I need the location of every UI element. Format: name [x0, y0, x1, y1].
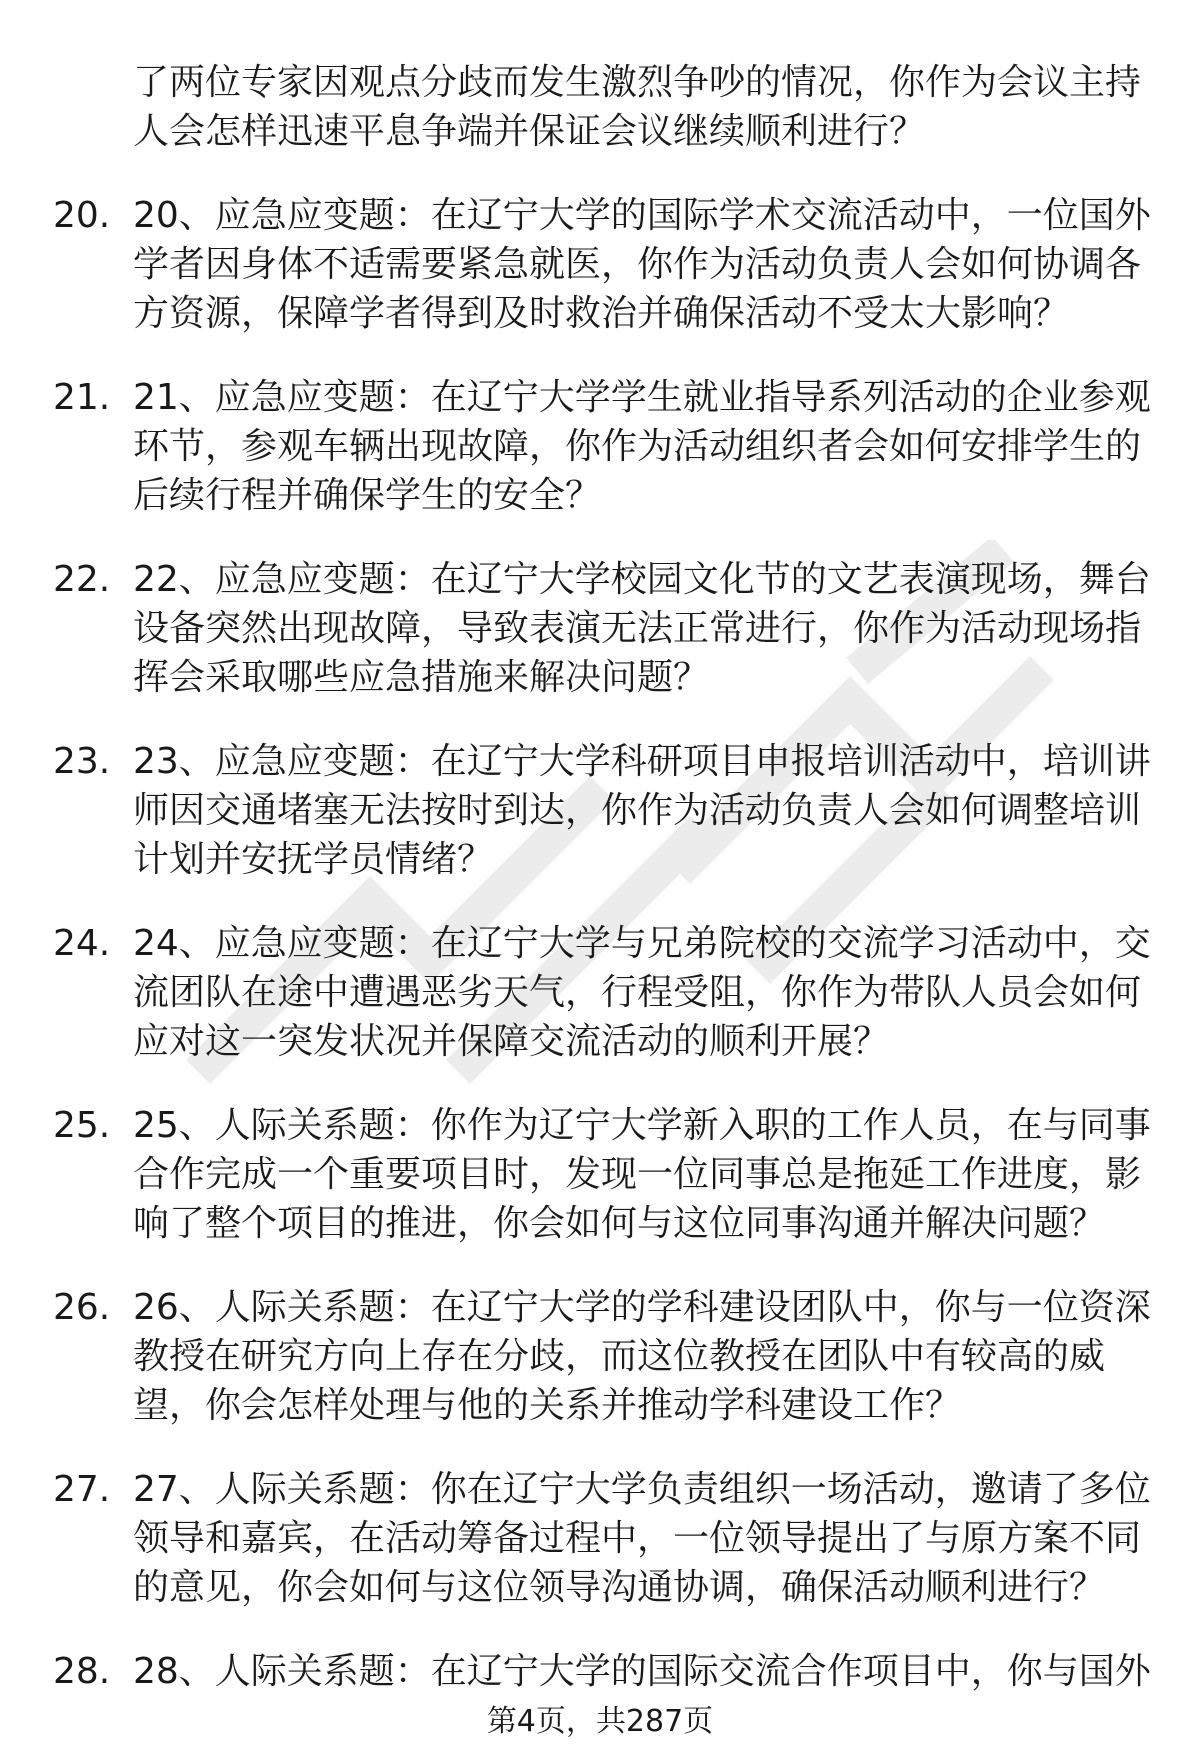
list-item: [53, 373, 1163, 520]
list-item-number: 24.: [53, 923, 111, 964]
list-item-text: 25、人际关系题：你作为辽宁大学新入职的工作人员，在与同事合作完成一个重要项目时，发现一位同事总是拖延工作进度，影响了整个项目的推进，你会如何与这位同事沟通并解决问题？: [133, 1105, 1151, 1244]
list-item-text: 21、应急应变题：在辽宁大学学生就业指导系列活动的企业参观环节，参观车辆出现故障，你作为活动组织者会如何安排学生的后续行程并确保学生的安全？: [133, 377, 1151, 516]
list-item-number: 20.: [53, 195, 111, 236]
list-item-number: 23.: [53, 741, 111, 782]
list-item: [53, 1647, 1163, 1696]
list-item-number: 28.: [53, 1651, 111, 1692]
list-item-number: 27.: [53, 1469, 111, 1510]
list-item-text: 23、应急应变题：在辽宁大学科研项目申报培训活动中，培训讲师因交通堵塞无法按时到达，你作为活动负责人会如何调整培训计划并安抚学员情绪？: [133, 741, 1151, 880]
continued-question-text: 了两位专家因观点分歧而发生激烈争吵的情况，你作为会议主持人会怎样迅速平息争端并保证会议继续顺利进行？: [133, 62, 1142, 152]
list-item-text: 28、人际关系题：在辽宁大学的国际交流合作项目中，你与国外: [133, 1651, 1151, 1692]
list-item-text: 20、应急应变题：在辽宁大学的国际学术交流活动中，一位国外学者因身体不适需要紧急就医，你作为活动负责人会如何协调各方资源，保障学者得到及时救治并确保活动不受太大影响？: [133, 195, 1151, 334]
list-item-text: 26、人际关系题：在辽宁大学的学科建设团队中，你与一位资深教授在研究方向上存在分歧，而这位教授在团队中有较高的威望，你会怎样处理与他的关系并推动学科建设工作？: [133, 1287, 1151, 1426]
list-item: [53, 919, 1163, 1066]
list-item: [53, 1283, 1163, 1430]
list-item: [53, 737, 1163, 884]
list-item-number: 25.: [53, 1105, 111, 1146]
list-item-number: 26.: [53, 1287, 111, 1328]
list-item-number: 21.: [53, 377, 111, 418]
list-item-text: 27、人际关系题：你在辽宁大学负责组织一场活动，邀请了多位领导和嘉宾，在活动筹备过程中，一位领导提出了与原方案不同的意见，你会如何与这位领导沟通协调，确保活动顺利进行？: [133, 1469, 1151, 1608]
question-list: [53, 58, 1163, 1696]
list-item: [53, 191, 1163, 338]
list-item: [53, 1101, 1163, 1248]
list-item-text: 22、应急应变题：在辽宁大学校园文化节的文艺表演现场，舞台设备突然出现故障，导致表演无法正常进行，你作为活动现场指挥会采取哪些应急措施来解决问题？: [133, 559, 1151, 698]
list-item: [53, 555, 1163, 702]
list-item-text: 24、应急应变题：在辽宁大学与兄弟院校的交流学习活动中，交流团队在途中遭遇恶劣天气，行程受阻，你作为带队人员会如何应对这一突发状况并保障交流活动的顺利开展？: [133, 923, 1151, 1062]
list-item: [53, 1465, 1163, 1612]
list-item-number: 22.: [53, 559, 111, 600]
page-number: 第4页，共287页: [486, 1704, 714, 1739]
